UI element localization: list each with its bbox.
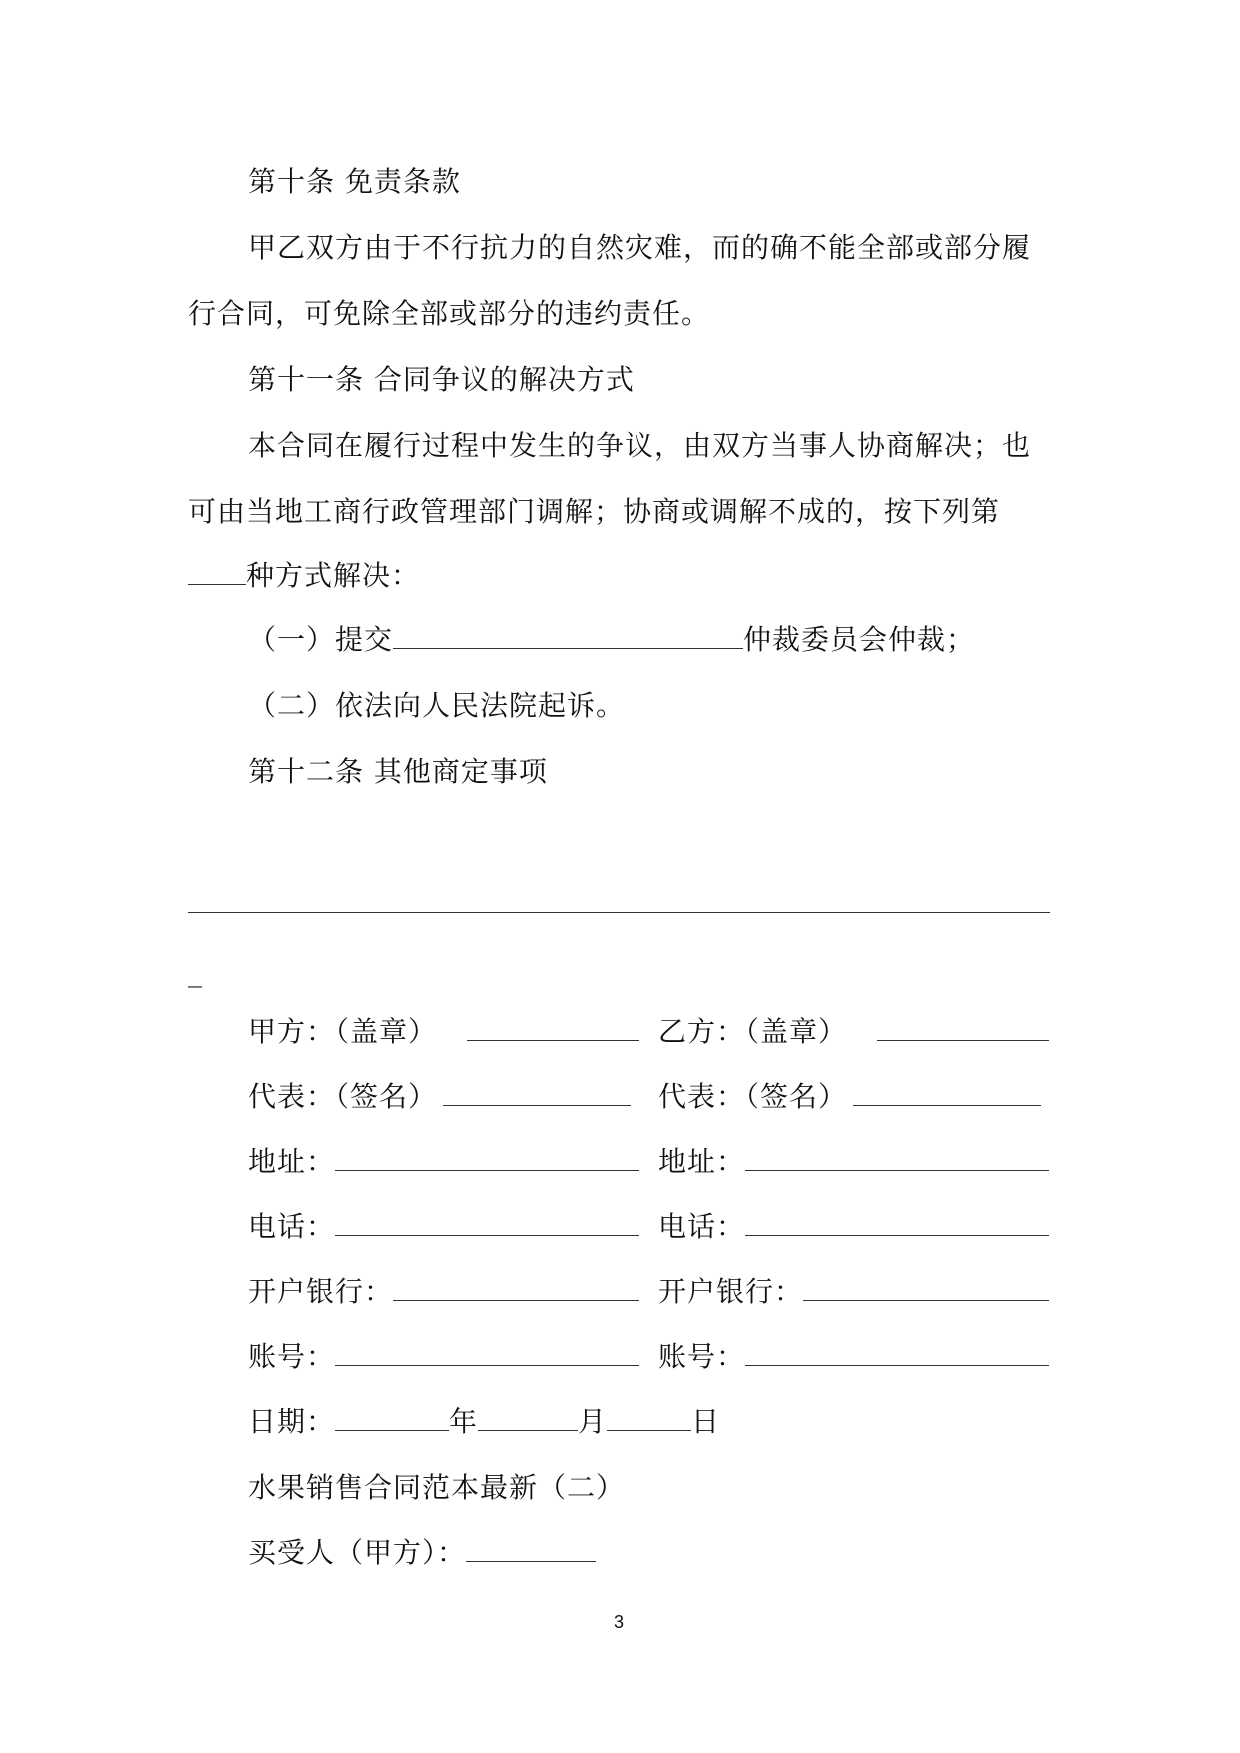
sig-row-rep bbox=[248, 1081, 631, 1113]
month-label: 月 bbox=[578, 1405, 608, 1438]
sig-row-account bbox=[248, 1341, 639, 1373]
article11-body-line1: 本合同在履行过程中发生的争议，由双方当事人协商解决；也 bbox=[248, 429, 1032, 462]
article10-heading: 第十条 免责条款 bbox=[248, 165, 461, 198]
address-a-blank bbox=[335, 1148, 639, 1171]
stray-underscore: _ bbox=[188, 955, 203, 988]
bank-a-blank bbox=[393, 1278, 639, 1301]
article11-body-line3 bbox=[188, 560, 420, 592]
sig-row-bank-b bbox=[658, 1276, 1049, 1308]
sig-row-date bbox=[248, 1406, 720, 1438]
sig-row-bank bbox=[248, 1276, 639, 1308]
day-label: 日 bbox=[691, 1405, 721, 1438]
article11-option2: （二）依法向人民法院起诉。 bbox=[248, 689, 626, 722]
article11-heading: 第十一条 合同争议的解决方式 bbox=[248, 363, 635, 396]
sig-row-phone-b bbox=[658, 1211, 1049, 1243]
month-blank bbox=[478, 1408, 578, 1431]
blank-method-number bbox=[188, 562, 246, 585]
phone-a-blank bbox=[335, 1213, 639, 1236]
date-label: 日期： bbox=[248, 1405, 336, 1438]
phone-b-label: 电话： bbox=[658, 1210, 746, 1243]
bank-b-label: 开户银行： bbox=[658, 1275, 804, 1308]
sig-row-address-b bbox=[658, 1146, 1049, 1178]
day-blank bbox=[607, 1408, 691, 1431]
party-a-seal-blank bbox=[467, 1018, 639, 1041]
page-number: 3 bbox=[614, 1612, 625, 1632]
address-b-blank bbox=[745, 1148, 1049, 1171]
bank-b-blank bbox=[803, 1278, 1049, 1301]
article11-option1 bbox=[248, 624, 975, 656]
option1-prefix: （一）提交 bbox=[248, 623, 394, 656]
blank-arbitration-commission bbox=[393, 626, 743, 649]
rep-b-label: 代表：（签名） bbox=[658, 1080, 848, 1113]
sig-row-address bbox=[248, 1146, 639, 1178]
other-matters-blank-line bbox=[188, 912, 1050, 913]
sig-row-seal-b bbox=[658, 1016, 1049, 1048]
party-b-seal-label: 乙方：（盖章） bbox=[658, 1015, 848, 1048]
option1-suffix: 仲裁委员会仲裁； bbox=[743, 623, 976, 656]
account-b-label: 账号： bbox=[658, 1340, 746, 1373]
phone-a-label: 电话： bbox=[248, 1210, 336, 1243]
sig-row-seal bbox=[248, 1016, 639, 1048]
rep-a-label: 代表：（签名） bbox=[248, 1080, 438, 1113]
next-contract-title: 水果销售合同范本最新（二） bbox=[248, 1471, 626, 1504]
article12-heading: 第十二条 其他商定事项 bbox=[248, 755, 548, 788]
article10-body-line1: 甲乙双方由于不行抗力的自然灾难，而的确不能全部或部分履 bbox=[248, 231, 1032, 264]
year-blank bbox=[335, 1408, 449, 1431]
address-a-label: 地址： bbox=[248, 1145, 336, 1178]
sig-row-phone bbox=[248, 1211, 639, 1243]
rep-b-blank bbox=[853, 1083, 1041, 1106]
buyer-label: 买受人（甲方）： bbox=[248, 1536, 467, 1569]
account-a-blank bbox=[335, 1343, 639, 1366]
article11-body-line3-text: 种方式解决： bbox=[246, 559, 421, 592]
account-b-blank bbox=[745, 1343, 1049, 1366]
sig-row-rep-b bbox=[658, 1081, 1041, 1113]
year-label: 年 bbox=[449, 1405, 479, 1438]
article10-body-line2: 行合同，可免除全部或部分的违约责任。 bbox=[188, 297, 711, 330]
account-a-label: 账号： bbox=[248, 1340, 336, 1373]
bank-a-label: 开户银行： bbox=[248, 1275, 394, 1308]
article11-body-line2: 可由当地工商行政管理部门调解；协商或调解不成的，按下列第 bbox=[188, 495, 1001, 528]
party-b-seal-blank bbox=[877, 1018, 1049, 1041]
rep-a-blank bbox=[443, 1083, 631, 1106]
sig-row-account-b bbox=[658, 1341, 1049, 1373]
phone-b-blank bbox=[745, 1213, 1049, 1236]
party-a-seal-label: 甲方：（盖章） bbox=[248, 1015, 438, 1048]
buyer-blank bbox=[466, 1539, 596, 1562]
address-b-label: 地址： bbox=[658, 1145, 746, 1178]
buyer-row bbox=[248, 1537, 596, 1569]
